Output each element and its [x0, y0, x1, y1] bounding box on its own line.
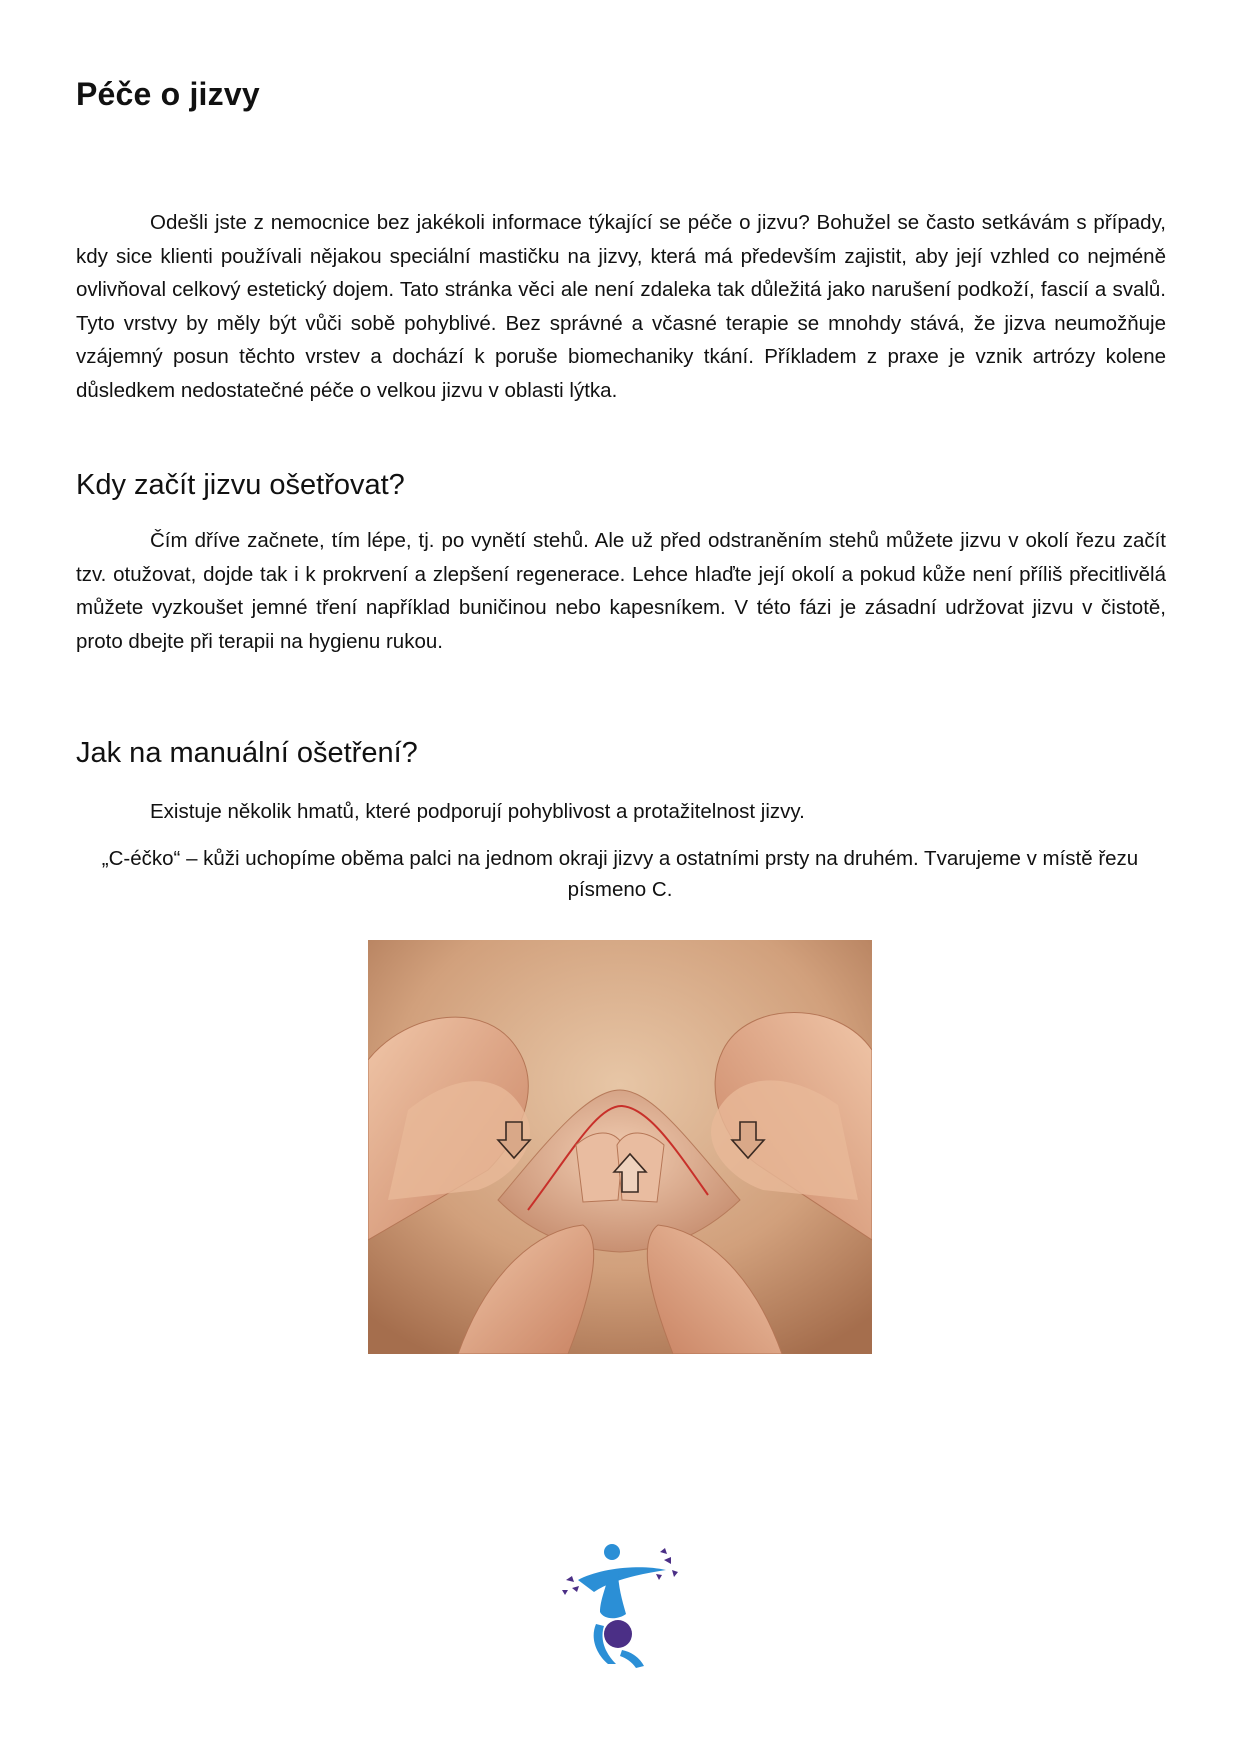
scar-massage-photo: [368, 940, 872, 1354]
page-title: Péče o jizvy: [76, 76, 260, 112]
section-heading-when: Kdy začít jizvu ošetřovat?: [76, 469, 405, 501]
intro-paragraph: Odešli jste z nemocnice bez jakékoli informace týkající se péče o jizvu? Bohužel se často setkávám s případy, kdy sice klienti používali nějakou speciální mastičku na jizvy, která má především zajistit, aby její vzhled co nejméně ovlivňoval celkový estetický dojem. Tato stránka věci ale není zdaleka tak důležitá jako narušení podkoží, fascií a svalů. Tyto vrstvy by měly být vůči sobě pohyblivé. Bez správné a včasné terapie se mnohdy stává, že jizva neumožňuje vzájemný posun těchto vrstev a dochází k poruše biomechaniky tkání. Příkladem z praxe je vznik artrózy kolene důsledkem nedostatečné péče o velkou jizvu v oblasti lýtka.: [76, 211, 1166, 402]
section-paragraph-when: Čím dříve začnete, tím lépe, tj. po vynětí stehů. Ale už před odstraněním stehů můžete jizvu v okolí řezu začít tzv. otužovat, dojde tak i k prokrvení a zlepšení regenerace. Lehce hlaďte její okolí a pokud kůže není příliš přecitlivělá můžete vyzkoušet jemné tření například buničinou nebo kapesníkem. V této fázi je zásadní udržovat jizvu v čistotě, proto dbejte při terapii na hygienu rukou.: [76, 529, 1166, 653]
section-heading-manual: Jak na manuální ošetření?: [76, 737, 418, 769]
section-paragraph-manual: Existuje několik hmatů, které podporují pohyblivost a protažitelnost jizvy.: [150, 800, 805, 823]
technique-caption: „C-éčko“ – kůži uchopíme oběma palci na jednom okraji jizvy a ostatními prsty na druhém. Tvarujeme v místě řezu písmeno C.: [101, 847, 1139, 901]
clinic-logo: [560, 1540, 680, 1670]
